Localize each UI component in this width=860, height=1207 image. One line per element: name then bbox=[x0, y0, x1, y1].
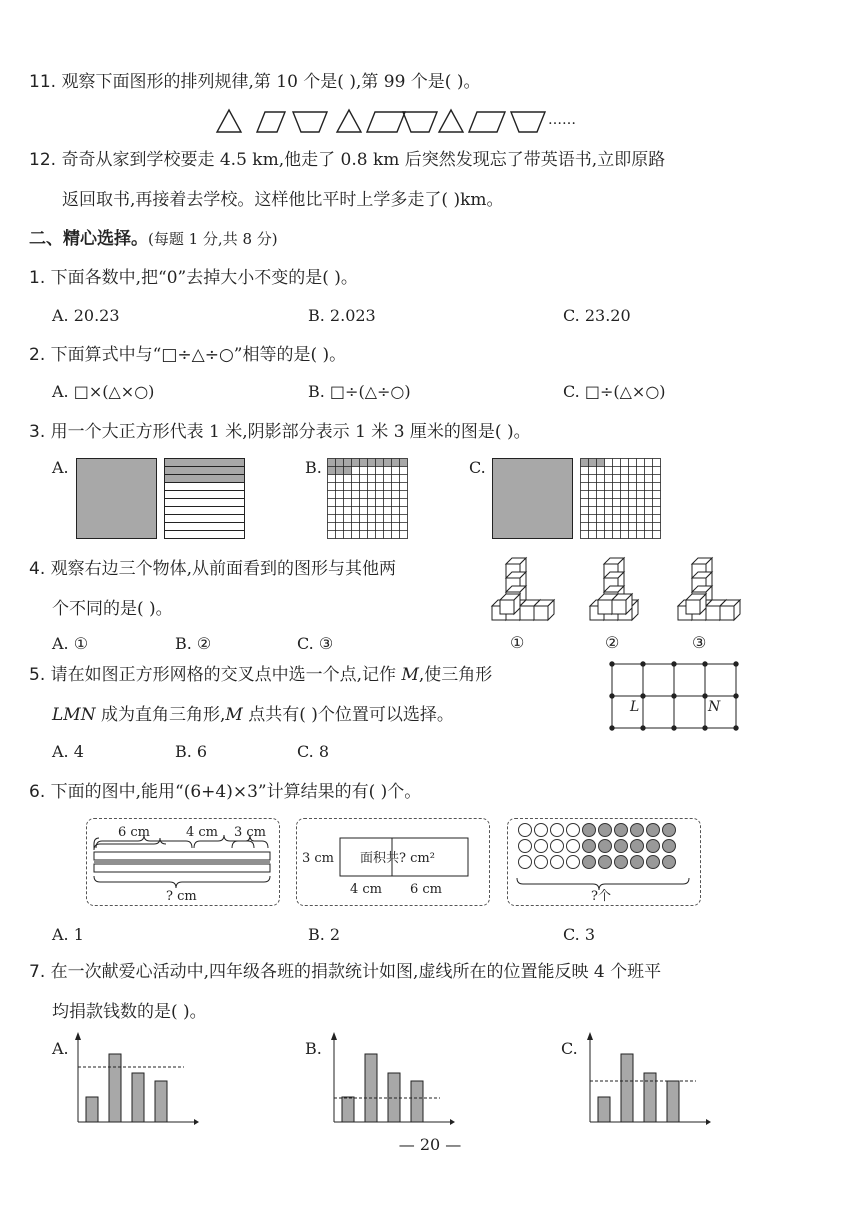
q5-text1a: 请在如图正方形网格的交叉点中选一个点,记作 bbox=[50, 665, 402, 685]
q2-line bbox=[29, 343, 346, 367]
q11-text: 观察下面图形的排列规律,第 10 个是( ),第 99 个是( )。 bbox=[61, 72, 481, 92]
q1-number: 1. bbox=[29, 268, 46, 288]
bar bbox=[86, 1097, 98, 1122]
triangle-shape bbox=[217, 110, 241, 132]
q12-line1 bbox=[29, 148, 665, 172]
bar bbox=[132, 1073, 144, 1122]
q4-number: 4. bbox=[29, 559, 46, 579]
cube-objects bbox=[482, 552, 742, 632]
q3-option-a: A. bbox=[52, 458, 69, 477]
bar bbox=[365, 1054, 377, 1122]
triangle-shape bbox=[337, 110, 361, 132]
parallelogram-shape bbox=[257, 112, 285, 132]
bar bbox=[598, 1097, 610, 1122]
bar bbox=[667, 1081, 679, 1122]
q2-number: 2. bbox=[29, 345, 46, 365]
q3-line bbox=[29, 420, 531, 444]
trapezoid-shape bbox=[403, 112, 437, 132]
q12-line2: 返回取书,再接着去学校。这样他比平时上学多走了( )km。 bbox=[62, 190, 504, 210]
q7-option-b: B. bbox=[305, 1039, 322, 1058]
q5-option-c: C. 8 bbox=[297, 742, 330, 761]
q1-option-c: C. 23.20 bbox=[563, 306, 631, 325]
q6-text: 下面的图中,能用“(6+4)×3”计算结果的有( )个。 bbox=[50, 782, 422, 802]
q3-figure-b bbox=[327, 458, 411, 540]
q6-option-c: C. 3 bbox=[563, 925, 596, 944]
height-label: 3 cm bbox=[302, 851, 335, 866]
total-count: ?个 bbox=[591, 889, 611, 904]
q4-line2: 个不同的是( )。 bbox=[52, 599, 173, 619]
q5-line2 bbox=[52, 703, 454, 727]
q7-chart-b bbox=[330, 1032, 455, 1127]
q3-text: 用一个大正方形代表 1 米,阴影部分表示 1 米 3 厘米的图是( )。 bbox=[50, 422, 531, 442]
q6-figure1 bbox=[86, 818, 278, 904]
section-title: 二、精心选择。 bbox=[29, 229, 148, 249]
q6-option-b: B. 2 bbox=[308, 925, 341, 944]
q1-option-b: B. 2.023 bbox=[308, 306, 376, 325]
q5-triangle-name: LMN bbox=[52, 705, 96, 725]
trapezoid-shape bbox=[293, 112, 327, 132]
q7-line1 bbox=[29, 960, 661, 984]
bar bbox=[644, 1073, 656, 1122]
q7-chart-a bbox=[74, 1032, 199, 1127]
q6-figure3 bbox=[507, 818, 699, 904]
q11-line bbox=[29, 70, 480, 94]
point-l-label: L bbox=[630, 699, 640, 715]
section-heading bbox=[29, 227, 278, 251]
q3-option-b: B. bbox=[305, 458, 322, 477]
width2-label: 6 cm bbox=[410, 882, 443, 897]
q5-option-b: B. 6 bbox=[175, 742, 208, 761]
striped-square bbox=[165, 459, 245, 539]
cube-label-1: ① bbox=[510, 633, 525, 652]
section-note: (每题 1 分,共 8 分) bbox=[148, 230, 278, 248]
q3-figure-c bbox=[492, 458, 664, 540]
q3-option-c: C. bbox=[469, 458, 486, 477]
bar bbox=[155, 1081, 167, 1122]
sequence-ellipsis: …… bbox=[548, 112, 576, 128]
q2-text: 下面算式中与“□÷△÷○”相等的是( )。 bbox=[50, 345, 347, 365]
point-n-label: N bbox=[708, 699, 721, 715]
segment-6cm: 6 cm bbox=[118, 825, 151, 840]
width1-label: 4 cm bbox=[350, 882, 383, 897]
full-square bbox=[493, 459, 573, 539]
parallelogram-shape bbox=[367, 112, 405, 132]
bar bbox=[109, 1054, 121, 1122]
q5-option-a: A. 4 bbox=[52, 742, 84, 761]
q5-line1 bbox=[29, 663, 492, 687]
page-number: — 20 — bbox=[398, 1135, 462, 1154]
q5-text1b: ,使三角形 bbox=[418, 665, 493, 685]
q7-line2: 均捐款钱数的是( )。 bbox=[52, 1002, 207, 1022]
q7-text1: 在一次献爱心活动中,四年级各班的捐款统计如图,虚线所在的位置能反映 4 个班平 bbox=[50, 962, 662, 982]
q2-option-c: C. □÷(△×○) bbox=[563, 382, 666, 401]
q4-line1 bbox=[29, 557, 396, 581]
q1-option-a: A. 20.23 bbox=[52, 306, 120, 325]
area-label: 面积共? cm² bbox=[360, 851, 435, 866]
q6-line bbox=[29, 780, 421, 804]
q5-text2b: 成为直角三角形, bbox=[95, 705, 226, 725]
q6-figure2 bbox=[296, 818, 488, 904]
q1-text: 下面各数中,把“0”去掉大小不变的是( )。 bbox=[50, 268, 358, 288]
q7-number: 7. bbox=[29, 962, 46, 982]
q7-chart-c bbox=[586, 1032, 711, 1127]
q6-option-a: A. 1 bbox=[52, 925, 84, 944]
cube-label-2: ② bbox=[605, 633, 620, 652]
q6-number: 6. bbox=[29, 782, 46, 802]
q4-option-b: B. ② bbox=[175, 634, 212, 653]
q7-option-a: A. bbox=[52, 1039, 69, 1058]
bar bbox=[411, 1081, 423, 1122]
full-square bbox=[77, 459, 157, 539]
q2-option-a: A. □×(△×○) bbox=[52, 382, 155, 401]
q5-grid bbox=[612, 664, 742, 734]
total-length: ? cm bbox=[166, 889, 197, 904]
bar bbox=[621, 1054, 633, 1122]
trapezoid-shape bbox=[511, 112, 545, 132]
q2-option-b: B. □÷(△÷○) bbox=[308, 382, 411, 401]
q3-number: 3. bbox=[29, 422, 46, 442]
q5-text2d: 点共有( )个位置可以选择。 bbox=[242, 705, 454, 725]
segment-3cm: 3 cm bbox=[234, 825, 267, 840]
q7-option-c: C. bbox=[561, 1039, 578, 1058]
q5-number: 5. bbox=[29, 665, 46, 685]
q1-line bbox=[29, 266, 358, 290]
q12-text1: 奇奇从家到学校要走 4.5 km,他走了 0.8 km 后突然发现忘了带英语书,立即原路 bbox=[61, 150, 666, 170]
q5-point-m: M bbox=[401, 665, 419, 685]
parallelogram-shape bbox=[469, 112, 505, 132]
q5-point-m2: M bbox=[225, 705, 243, 725]
q11-number: 11. bbox=[29, 72, 57, 92]
segment-4cm: 4 cm bbox=[186, 825, 219, 840]
triangle-shape bbox=[439, 110, 463, 132]
q3-figure-a bbox=[76, 458, 246, 540]
q4-option-a: A. ① bbox=[52, 634, 89, 653]
cube-label-3: ③ bbox=[692, 633, 707, 652]
q4-text1: 观察右边三个物体,从前面看到的图形与其他两 bbox=[50, 559, 397, 579]
q12-number: 12. bbox=[29, 150, 57, 170]
bar bbox=[342, 1097, 354, 1122]
q4-option-c: C. ③ bbox=[297, 634, 334, 653]
